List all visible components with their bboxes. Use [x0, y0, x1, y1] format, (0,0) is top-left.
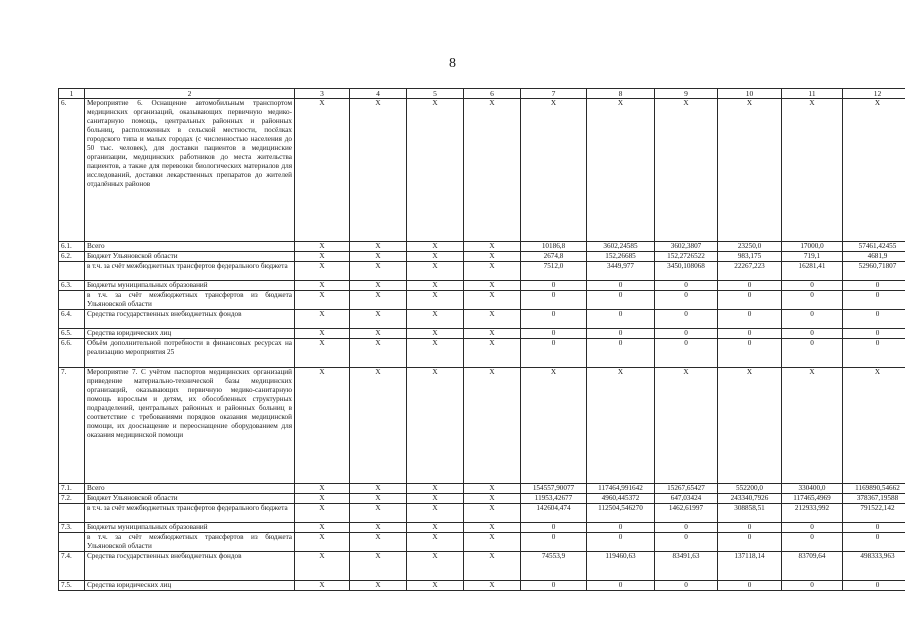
value-cell: X — [407, 252, 464, 262]
row-number-cell: 6.5. — [59, 329, 85, 339]
value-cell: X — [350, 310, 407, 329]
value-cell: X — [350, 533, 407, 552]
row-number-cell: 7. — [59, 368, 85, 484]
value-cell: X — [718, 368, 782, 484]
value-cell: 0 — [843, 581, 905, 591]
value-cell: 57461,42455 — [843, 242, 905, 252]
row-number-cell — [59, 262, 85, 281]
value-cell: X — [350, 99, 407, 242]
value-cell: X — [464, 329, 521, 339]
value-cell: X — [350, 329, 407, 339]
value-cell: 7512,0 — [521, 262, 587, 281]
value-cell: 137118,14 — [718, 552, 782, 581]
value-cell: X — [464, 581, 521, 591]
value-cell: X — [407, 291, 464, 310]
value-cell: 0 — [843, 329, 905, 339]
column-number: 11 — [782, 89, 843, 99]
value-cell: 16281,41 — [782, 262, 843, 281]
table-row — [59, 552, 905, 581]
value-cell: 0 — [782, 310, 843, 329]
value-cell: 83491,63 — [655, 552, 718, 581]
value-cell: 0 — [843, 281, 905, 291]
value-cell: 3449,977 — [587, 262, 655, 281]
value-cell: X — [521, 368, 587, 484]
value-cell: X — [407, 329, 464, 339]
row-number-cell — [59, 291, 85, 310]
value-cell: 3602,24585 — [587, 242, 655, 252]
description-cell: Объём дополнительной потребности в финансовых ресурсах на реализацию мероприятия 25 — [85, 339, 295, 368]
value-cell: 378367,19588 — [843, 494, 905, 504]
column-number: 7 — [521, 89, 587, 99]
value-cell: 0 — [718, 533, 782, 552]
value-cell: X — [350, 494, 407, 504]
row-number-cell: 6.1. — [59, 242, 85, 252]
value-cell: 0 — [718, 581, 782, 591]
value-cell: 0 — [718, 281, 782, 291]
value-cell: 152,2726522 — [655, 252, 718, 262]
value-cell: X — [464, 339, 521, 368]
value-cell: X — [295, 533, 350, 552]
description-cell: в т.ч. за счёт межбюджетных трансфертов из бюджета Ульяновской области — [85, 533, 295, 552]
value-cell: 0 — [587, 291, 655, 310]
value-cell: X — [464, 523, 521, 533]
value-cell: 74553,9 — [521, 552, 587, 581]
value-cell: 11953,42677 — [521, 494, 587, 504]
value-cell: X — [655, 368, 718, 484]
value-cell: 0 — [718, 291, 782, 310]
row-number-cell: 6.3. — [59, 281, 85, 291]
column-number: 1 — [59, 89, 85, 99]
value-cell: X — [407, 99, 464, 242]
value-cell: X — [782, 99, 843, 242]
funding-table — [58, 88, 905, 591]
value-cell: 0 — [521, 281, 587, 291]
row-number-cell: 7.2. — [59, 494, 85, 504]
value-cell: X — [350, 281, 407, 291]
row-number-cell — [59, 504, 85, 523]
value-cell: X — [407, 310, 464, 329]
value-cell: X — [407, 262, 464, 281]
value-cell: X — [295, 281, 350, 291]
value-cell: 791522,142 — [843, 504, 905, 523]
value-cell: 0 — [843, 310, 905, 329]
value-cell: X — [295, 99, 350, 242]
value-cell: X — [843, 368, 905, 484]
value-cell: 0 — [587, 523, 655, 533]
value-cell: 0 — [782, 533, 843, 552]
value-cell: 243340,7926 — [718, 494, 782, 504]
row-number-cell: 6. — [59, 99, 85, 242]
value-cell: X — [295, 504, 350, 523]
column-number: 4 — [350, 89, 407, 99]
value-cell: X — [350, 262, 407, 281]
value-cell: X — [587, 368, 655, 484]
value-cell: 83709,64 — [782, 552, 843, 581]
value-cell: X — [350, 252, 407, 262]
description-cell: Бюджеты муниципальных образований — [85, 281, 295, 291]
row-number-cell — [59, 533, 85, 552]
value-cell: 0 — [655, 533, 718, 552]
row-number-cell: 7.5. — [59, 581, 85, 591]
table-row — [59, 339, 905, 368]
value-cell: X — [350, 581, 407, 591]
value-cell: X — [464, 242, 521, 252]
value-cell: X — [350, 504, 407, 523]
value-cell: X — [464, 252, 521, 262]
table-row — [59, 523, 905, 533]
description-cell: в т.ч. за счёт межбюджетных трансфертов из бюджета Ульяновской области — [85, 291, 295, 310]
value-cell: X — [295, 262, 350, 281]
value-cell: 0 — [587, 310, 655, 329]
value-cell: 0 — [843, 291, 905, 310]
description-cell: в т.ч. за счёт межбюджетных трансфертов федерального бюджета — [85, 504, 295, 523]
value-cell: X — [407, 533, 464, 552]
value-cell: X — [407, 242, 464, 252]
value-cell: 0 — [782, 291, 843, 310]
value-cell: 0 — [655, 281, 718, 291]
table-row — [59, 281, 905, 291]
value-cell: 0 — [782, 523, 843, 533]
value-cell: X — [350, 242, 407, 252]
value-cell: 552200,0 — [718, 484, 782, 494]
value-cell: 0 — [782, 281, 843, 291]
table-row — [59, 99, 905, 242]
column-number: 10 — [718, 89, 782, 99]
value-cell: 0 — [521, 523, 587, 533]
value-cell: X — [350, 523, 407, 533]
value-cell: X — [407, 281, 464, 291]
value-cell: 0 — [718, 329, 782, 339]
value-cell: X — [718, 99, 782, 242]
value-cell: X — [782, 368, 843, 484]
description-cell: Всего — [85, 242, 295, 252]
description-cell: Средства государственных внебюджетных фондов — [85, 310, 295, 329]
value-cell: X — [407, 339, 464, 368]
value-cell: 0 — [843, 523, 905, 533]
value-cell: X — [464, 368, 521, 484]
row-number-cell: 6.2. — [59, 252, 85, 262]
value-cell: 117465,4969 — [782, 494, 843, 504]
value-cell: 0 — [587, 533, 655, 552]
value-cell: X — [587, 99, 655, 242]
value-cell: 3602,3807 — [655, 242, 718, 252]
table-row — [59, 533, 905, 552]
value-cell: 0 — [718, 339, 782, 368]
value-cell: X — [407, 504, 464, 523]
value-cell: X — [464, 494, 521, 504]
column-number: 12 — [843, 89, 905, 99]
row-number-cell: 6.6. — [59, 339, 85, 368]
value-cell: 4960,445372 — [587, 494, 655, 504]
value-cell: X — [407, 494, 464, 504]
value-cell: X — [464, 484, 521, 494]
table-row — [59, 310, 905, 329]
table-row — [59, 242, 905, 252]
column-number: 5 — [407, 89, 464, 99]
value-cell: 0 — [718, 523, 782, 533]
value-cell: 52960,71807 — [843, 262, 905, 281]
description-cell: Бюджет Ульяновской области — [85, 494, 295, 504]
value-cell: 0 — [782, 329, 843, 339]
table-row — [59, 252, 905, 262]
value-cell: 647,03424 — [655, 494, 718, 504]
table-row — [59, 484, 905, 494]
description-cell: Мероприятие 6. Оснащение автомобильным транспортом медицинских организаций, оказывающих первичную медико-санитарную помощь, центральных районных и районных больниц, расположенных в сельской местности, посёлках городского типа и малых городах (с численностью населения до 50 тыс. человек), для доставки пациентов в медицинские организации, медицинских работников до места жительства пациентов, а также для перевозки биологических материалов для исследований, доставки лекарственных препаратов до жителей отдалённых районов — [85, 99, 295, 242]
table-row — [59, 262, 905, 281]
value-cell: X — [464, 281, 521, 291]
value-cell: X — [464, 533, 521, 552]
description-cell: Средства государственных внебюджетных фондов — [85, 552, 295, 581]
value-cell: 4681,9 — [843, 252, 905, 262]
value-cell: X — [295, 242, 350, 252]
value-cell: X — [295, 552, 350, 581]
value-cell: 154557,90077 — [521, 484, 587, 494]
value-cell: X — [350, 339, 407, 368]
table-row — [59, 581, 905, 591]
value-cell: 308858,51 — [718, 504, 782, 523]
value-cell: 0 — [718, 310, 782, 329]
value-cell: X — [295, 494, 350, 504]
value-cell: X — [350, 368, 407, 484]
value-cell: 0 — [587, 281, 655, 291]
value-cell: 0 — [521, 329, 587, 339]
value-cell: 17000,0 — [782, 242, 843, 252]
value-cell: 0 — [655, 523, 718, 533]
value-cell: X — [464, 504, 521, 523]
value-cell: 22267,223 — [718, 262, 782, 281]
value-cell: 0 — [843, 339, 905, 368]
value-cell: X — [295, 291, 350, 310]
value-cell: X — [295, 368, 350, 484]
column-number: 9 — [655, 89, 718, 99]
value-cell: 0 — [521, 310, 587, 329]
value-cell: X — [407, 368, 464, 484]
value-cell: X — [464, 552, 521, 581]
description-cell: Бюджеты муниципальных образований — [85, 523, 295, 533]
value-cell: 0 — [587, 581, 655, 591]
value-cell: X — [295, 484, 350, 494]
value-cell: X — [350, 484, 407, 494]
value-cell: X — [655, 99, 718, 242]
value-cell: 1462,61997 — [655, 504, 718, 523]
value-cell: 983,175 — [718, 252, 782, 262]
value-cell: 0 — [587, 339, 655, 368]
row-number-cell: 7.1. — [59, 484, 85, 494]
value-cell: 2674,8 — [521, 252, 587, 262]
page-number: 8 — [449, 56, 456, 71]
value-cell: 152,26685 — [587, 252, 655, 262]
value-cell: X — [407, 552, 464, 581]
value-cell: X — [295, 581, 350, 591]
description-cell: в т.ч. за счёт межбюджетных трансфертов федерального бюджета — [85, 262, 295, 281]
value-cell: X — [295, 329, 350, 339]
row-number-cell: 6.4. — [59, 310, 85, 329]
value-cell: 0 — [655, 329, 718, 339]
value-cell: 0 — [782, 581, 843, 591]
value-cell: X — [464, 99, 521, 242]
value-cell: 15267,65427 — [655, 484, 718, 494]
table-row — [59, 329, 905, 339]
value-cell: 117464,991642 — [587, 484, 655, 494]
value-cell: 10186,8 — [521, 242, 587, 252]
value-cell: 0 — [521, 581, 587, 591]
value-cell: 142604,474 — [521, 504, 587, 523]
value-cell: 0 — [655, 581, 718, 591]
value-cell: X — [295, 310, 350, 329]
table-row — [59, 494, 905, 504]
value-cell: X — [843, 99, 905, 242]
description-cell: Средства юридических лиц — [85, 581, 295, 591]
column-number: 2 — [85, 89, 295, 99]
value-cell: X — [350, 552, 407, 581]
value-cell: X — [407, 484, 464, 494]
value-cell: X — [464, 262, 521, 281]
value-cell: 0 — [782, 339, 843, 368]
value-cell: 0 — [655, 310, 718, 329]
value-cell: 719,1 — [782, 252, 843, 262]
value-cell: 212933,992 — [782, 504, 843, 523]
description-cell: Мероприятие 7. С учётом паспортов медицинских организаций приведение материально-технической базы медицинских организаций, оказывающих первичную медико-санитарную помощь взрослым и детям, их обособленных структурных подразделений, центральных районных и районных больниц в соответствие с требованиями порядков оказания медицинской помощи, их дооснащение и переоснащение оборудованием для оказания медицинской помощи — [85, 368, 295, 484]
row-number-cell: 7.3. — [59, 523, 85, 533]
value-cell: 23250,0 — [718, 242, 782, 252]
value-cell: X — [521, 99, 587, 242]
column-number: 3 — [295, 89, 350, 99]
value-cell: X — [295, 523, 350, 533]
description-cell: Всего — [85, 484, 295, 494]
value-cell: 112504,546270 — [587, 504, 655, 523]
description-cell: Средства юридических лиц — [85, 329, 295, 339]
table-row — [59, 291, 905, 310]
value-cell: X — [464, 310, 521, 329]
value-cell: X — [464, 291, 521, 310]
table-row — [59, 504, 905, 523]
value-cell: 0 — [655, 291, 718, 310]
column-number-row — [59, 89, 905, 99]
value-cell: X — [407, 581, 464, 591]
row-number-cell: 7.4. — [59, 552, 85, 581]
value-cell: X — [407, 523, 464, 533]
column-number: 6 — [464, 89, 521, 99]
value-cell: 0 — [587, 329, 655, 339]
value-cell: 330400,0 — [782, 484, 843, 494]
value-cell: 0 — [521, 291, 587, 310]
column-number: 8 — [587, 89, 655, 99]
value-cell: 0 — [521, 533, 587, 552]
table-row — [59, 368, 905, 484]
value-cell: 498333,963 — [843, 552, 905, 581]
value-cell: 0 — [843, 533, 905, 552]
value-cell: X — [295, 252, 350, 262]
value-cell: 1169890,54662 — [843, 484, 905, 494]
value-cell: 0 — [521, 339, 587, 368]
value-cell: 0 — [655, 339, 718, 368]
value-cell: 119460,63 — [587, 552, 655, 581]
value-cell: 3450,108068 — [655, 262, 718, 281]
description-cell: Бюджет Ульяновской области — [85, 252, 295, 262]
value-cell: X — [295, 339, 350, 368]
value-cell: X — [350, 291, 407, 310]
